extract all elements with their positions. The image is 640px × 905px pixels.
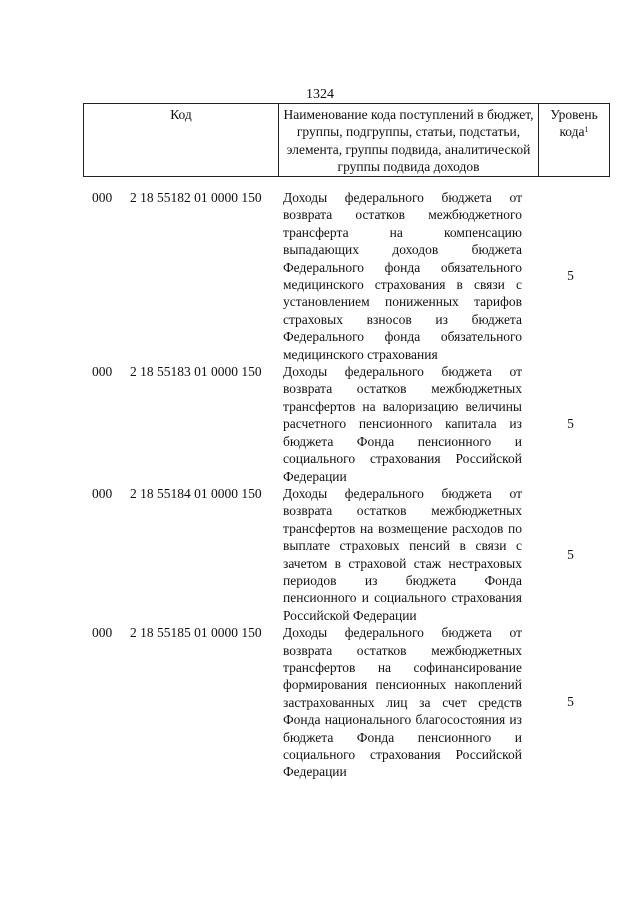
code-level: 5 (567, 268, 574, 284)
income-name: Доходы федерального бюджета от возврата остатков межбюджетных трансфертов на софинансирование формирования пенсионных накоплений застрахованных лиц за счет средств Фонда национального благосостояния из бюджета Фонда пенсионного и социального страхования Российской Федерации (283, 625, 522, 780)
admin-code: 000 (92, 190, 113, 205)
table-row (83, 624, 597, 781)
income-code: 2 18 55185 01 0000 150 (130, 625, 262, 641)
admin-code: 000 (92, 625, 113, 641)
income-name: Доходы федерального бюджета от возврата остатков межбюджетного трансферта на компенсацию выпадающих доходов бюджета Федерального фонда обязательного медицинского страхования в связи с установлением пониженных тарифов страховых взносов из бюджета Федерального фонда обязательного медицинского страхования (283, 190, 522, 362)
income-name: Доходы федерального бюджета от возврата остатков межбюджетных трансфертов на валоризацию величины расчетного пенсионного капитала из бюджета Фонда пенсионного и социального страхования Российской Федерации (283, 364, 522, 484)
code-level: 5 (567, 694, 574, 710)
header-level-cell (539, 104, 610, 177)
admin-code: 000 (92, 485, 113, 501)
table-header (83, 103, 610, 177)
income-code: 2 18 55183 01 0000 150 (130, 364, 262, 380)
header-code: Код (84, 104, 279, 177)
table-row (83, 363, 597, 485)
table-row (83, 485, 597, 624)
page-number: 1324 (306, 87, 334, 102)
table-body (83, 189, 597, 781)
header-level-footnote: 1 (584, 125, 589, 135)
header-name: Наименование кода поступлений в бюджет, группы, подгруппы, статьи, подстатьи, элемента, группы подвида, аналитической группы подвида доходов (279, 104, 539, 177)
header-level: Уровень кода (550, 107, 598, 140)
income-name: Доходы федерального бюджета от возврата остатков межбюджетных трансфертов на возмещение расходов по выплате страховых пенсий в связи с зачетом в страховой стаж нестраховых периодов из бюджета Фонда пенсионного и социального страхования Российской Федерации (283, 485, 522, 623)
table-row (83, 189, 597, 363)
code-level: 5 (567, 546, 574, 562)
admin-code: 000 (92, 364, 113, 380)
income-code: 2 18 55182 01 0000 150 (130, 190, 262, 205)
code-level: 5 (567, 415, 574, 431)
income-code: 2 18 55184 01 0000 150 (130, 485, 262, 501)
